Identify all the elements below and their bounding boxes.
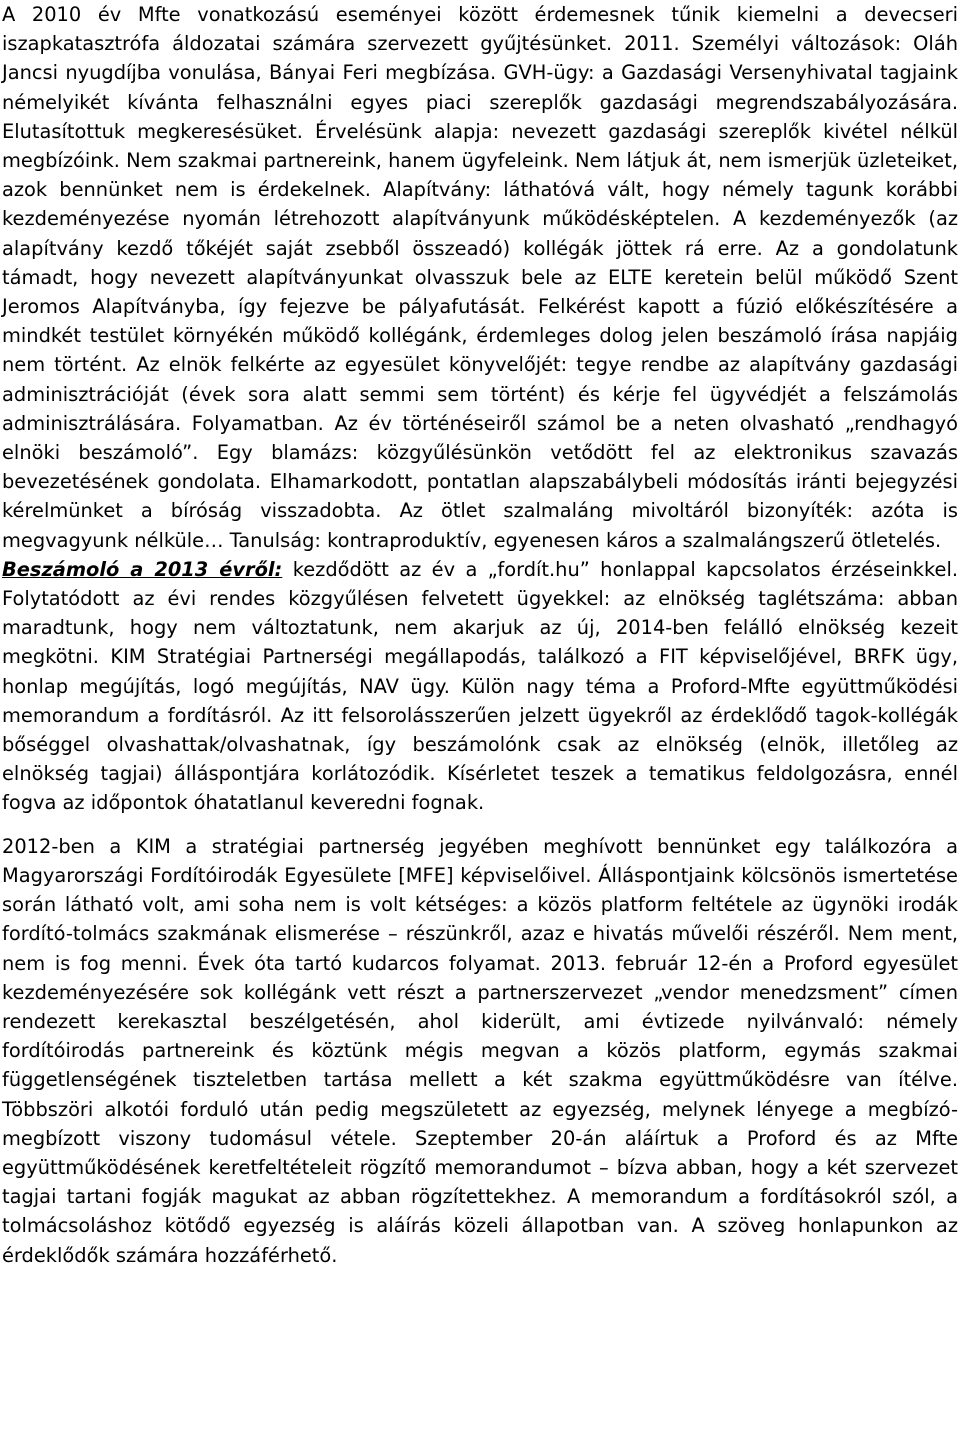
report-2013-heading: Beszámoló a 2013 évről: (2, 557, 283, 581)
paragraph-2013-report (2, 555, 958, 818)
paragraph-2010-2011: A 2010 év Mfte vonatkozású eseményei között érdemesnek tűnik kiemelni a devecseri iszapkatasztrófa áldozatai számára szervezett gyűjtésünket. 2011. Személyi változások: Oláh Jancsi nyugdíjba vonulása, Bányai Feri megbízása. GVH-ügy: a Gazdasági Versenyhivatal tagjaink némelyikét kívánta felhasználni egyes piaci szereplők gazdasági megrendszabályozására. Elutasítottuk megkeresésüket. Érvelésünk alapja: nevezett gazdasági szereplők kivétel nélkül megbízóink. Nem szakmai partnereink, hanem ügyfeleink. Nem látjuk át, nem ismerjük üzleteiket, azok bennünket nem is érdekelnek. Alapítvány: láthatóvá vált, hogy némely tagunk korábbi kezdeményezése nyomán létrehozott alapítványunk működésképtelen. A kezdeményezők (az alapítvány kezdő tőkéjét saját zsebből összeadó) kollégák jöttek rá erre. Az a gondolatunk támadt, hogy nevezett alapítványunkat olvasszuk bele az ELTE keretein belül működő Szent Jeromos Alapítványba, így fejezve be pályafutását. Felkérést kapott a fúzió előkészítésére a mindkét testület környékén működő kollégánk, érdemleges dolog jelen beszámoló írása napjáig nem történt. Az elnök felkérte az egyesület könyvelőjét: tegye rendbe az alapítvány gazdasági adminisztrációját (évek sora alatt semmi sem történt) és kérje fel ügyvédjét a felszámolás adminisztrálására. Folyamatban. Az év történéseiről számol be a neten olvasható „rendhagyó elnöki beszámoló”. Egy blamázs: közgyűlésünkön vetődött fel az elektronikus szavazás bevezetésének gondolata. Elhamarkodott, pontatlan alapszabálybeli módosítás iránti bejegyzési kérelmünket a bíróság visszadobta. Az ötlet szalmaláng mivoltáról bizonyíték: azóta is megvagyunk nélküle… Tanulság: kontraproduktív, egyenesen káros a szalmalángszerű ötletelés. (2, 3, 958, 552)
report-2013-text: kezdődött az év a „fordít.hu” honlappal kapcsolatos érzéseinkkel. Folytatódott az évi rendes közgyűlésen felvetett ügyekkel: az elnökség taglétszáma: abban maradtunk, hogy nem változtatunk, nem akarjuk az új, 2014-ben felálló elnökség kezeit megkötni. KIM Stratégiai Partnerségi megállapodás, találkozó a FIT képviselőjével, BRFK ügy, honlap megújítás, logó megújítás, NAV ügy. Külön nagy téma a Proford-Mfte együttműködési memorandum a fordításról. Az itt felsorolásszerűen jelzett ügyekről az érdeklődő tagok-kollégák bőséggel olvashattak/olvashatnak, így beszámolónk csak az elnökség (elnök, illetőleg az elnökség tagjai) álláspontjára korlátozódik. Kísérletet teszek a tematikus feldolgozásra, ennél fogva az időpontok óhatatlanul keveredni fognak. (2, 557, 958, 815)
paragraph-kim-partnership: 2012-ben a KIM a stratégiai partnerség jegyében meghívott bennünket egy találkozóra a Magyarországi Fordítóirodák Egyesülete [MFE] képviselőivel. Álláspontjaink kölcsönös ismertetése során látható volt, ami soha nem is volt kétséges: a közös platform feltétele az ügynöki irodák fordító-tolmács szakmának elismerése – részünkről, azaz e hivatás művelői részéről. Nem ment, nem is fog menni. Évek óta tartó kudarcos folyamat. 2013. február 12-én a Proford egyesület kezdeményezésére sok kollégánk vett részt a partnerszervezet „vendor menedzsment” címen rendezett kerekasztal beszélgetésén, ahol kiderült, ami évtizede nyilvánvaló: némely fordítóirodás partnereink és köztünk mégis megvan a közös platform, egymás szakmai függetlenségének tiszteletben tartása mellett a két szakma együttműködésre van ítélve. Többszöri alkotói forduló után pedig megszületett az egyezség, melynek lényege a megbízó-megbízott viszony tudomásul vétele. Szeptember 20-án aláírtuk a Proford és az Mfte együttműködésének keretfeltételeit rögzítő memorandumot – bízva abban, hogy a két szervezet tagjai tartani fogják magukat az abban rögzítettekhez. A memorandum a fordításokról szól, a tolmácsoláshoz kötődő egyezség is aláírás közeli állapotban van. A szöveg honlapunkon az érdeklődők számára hozzáférhető. (2, 834, 958, 1267)
